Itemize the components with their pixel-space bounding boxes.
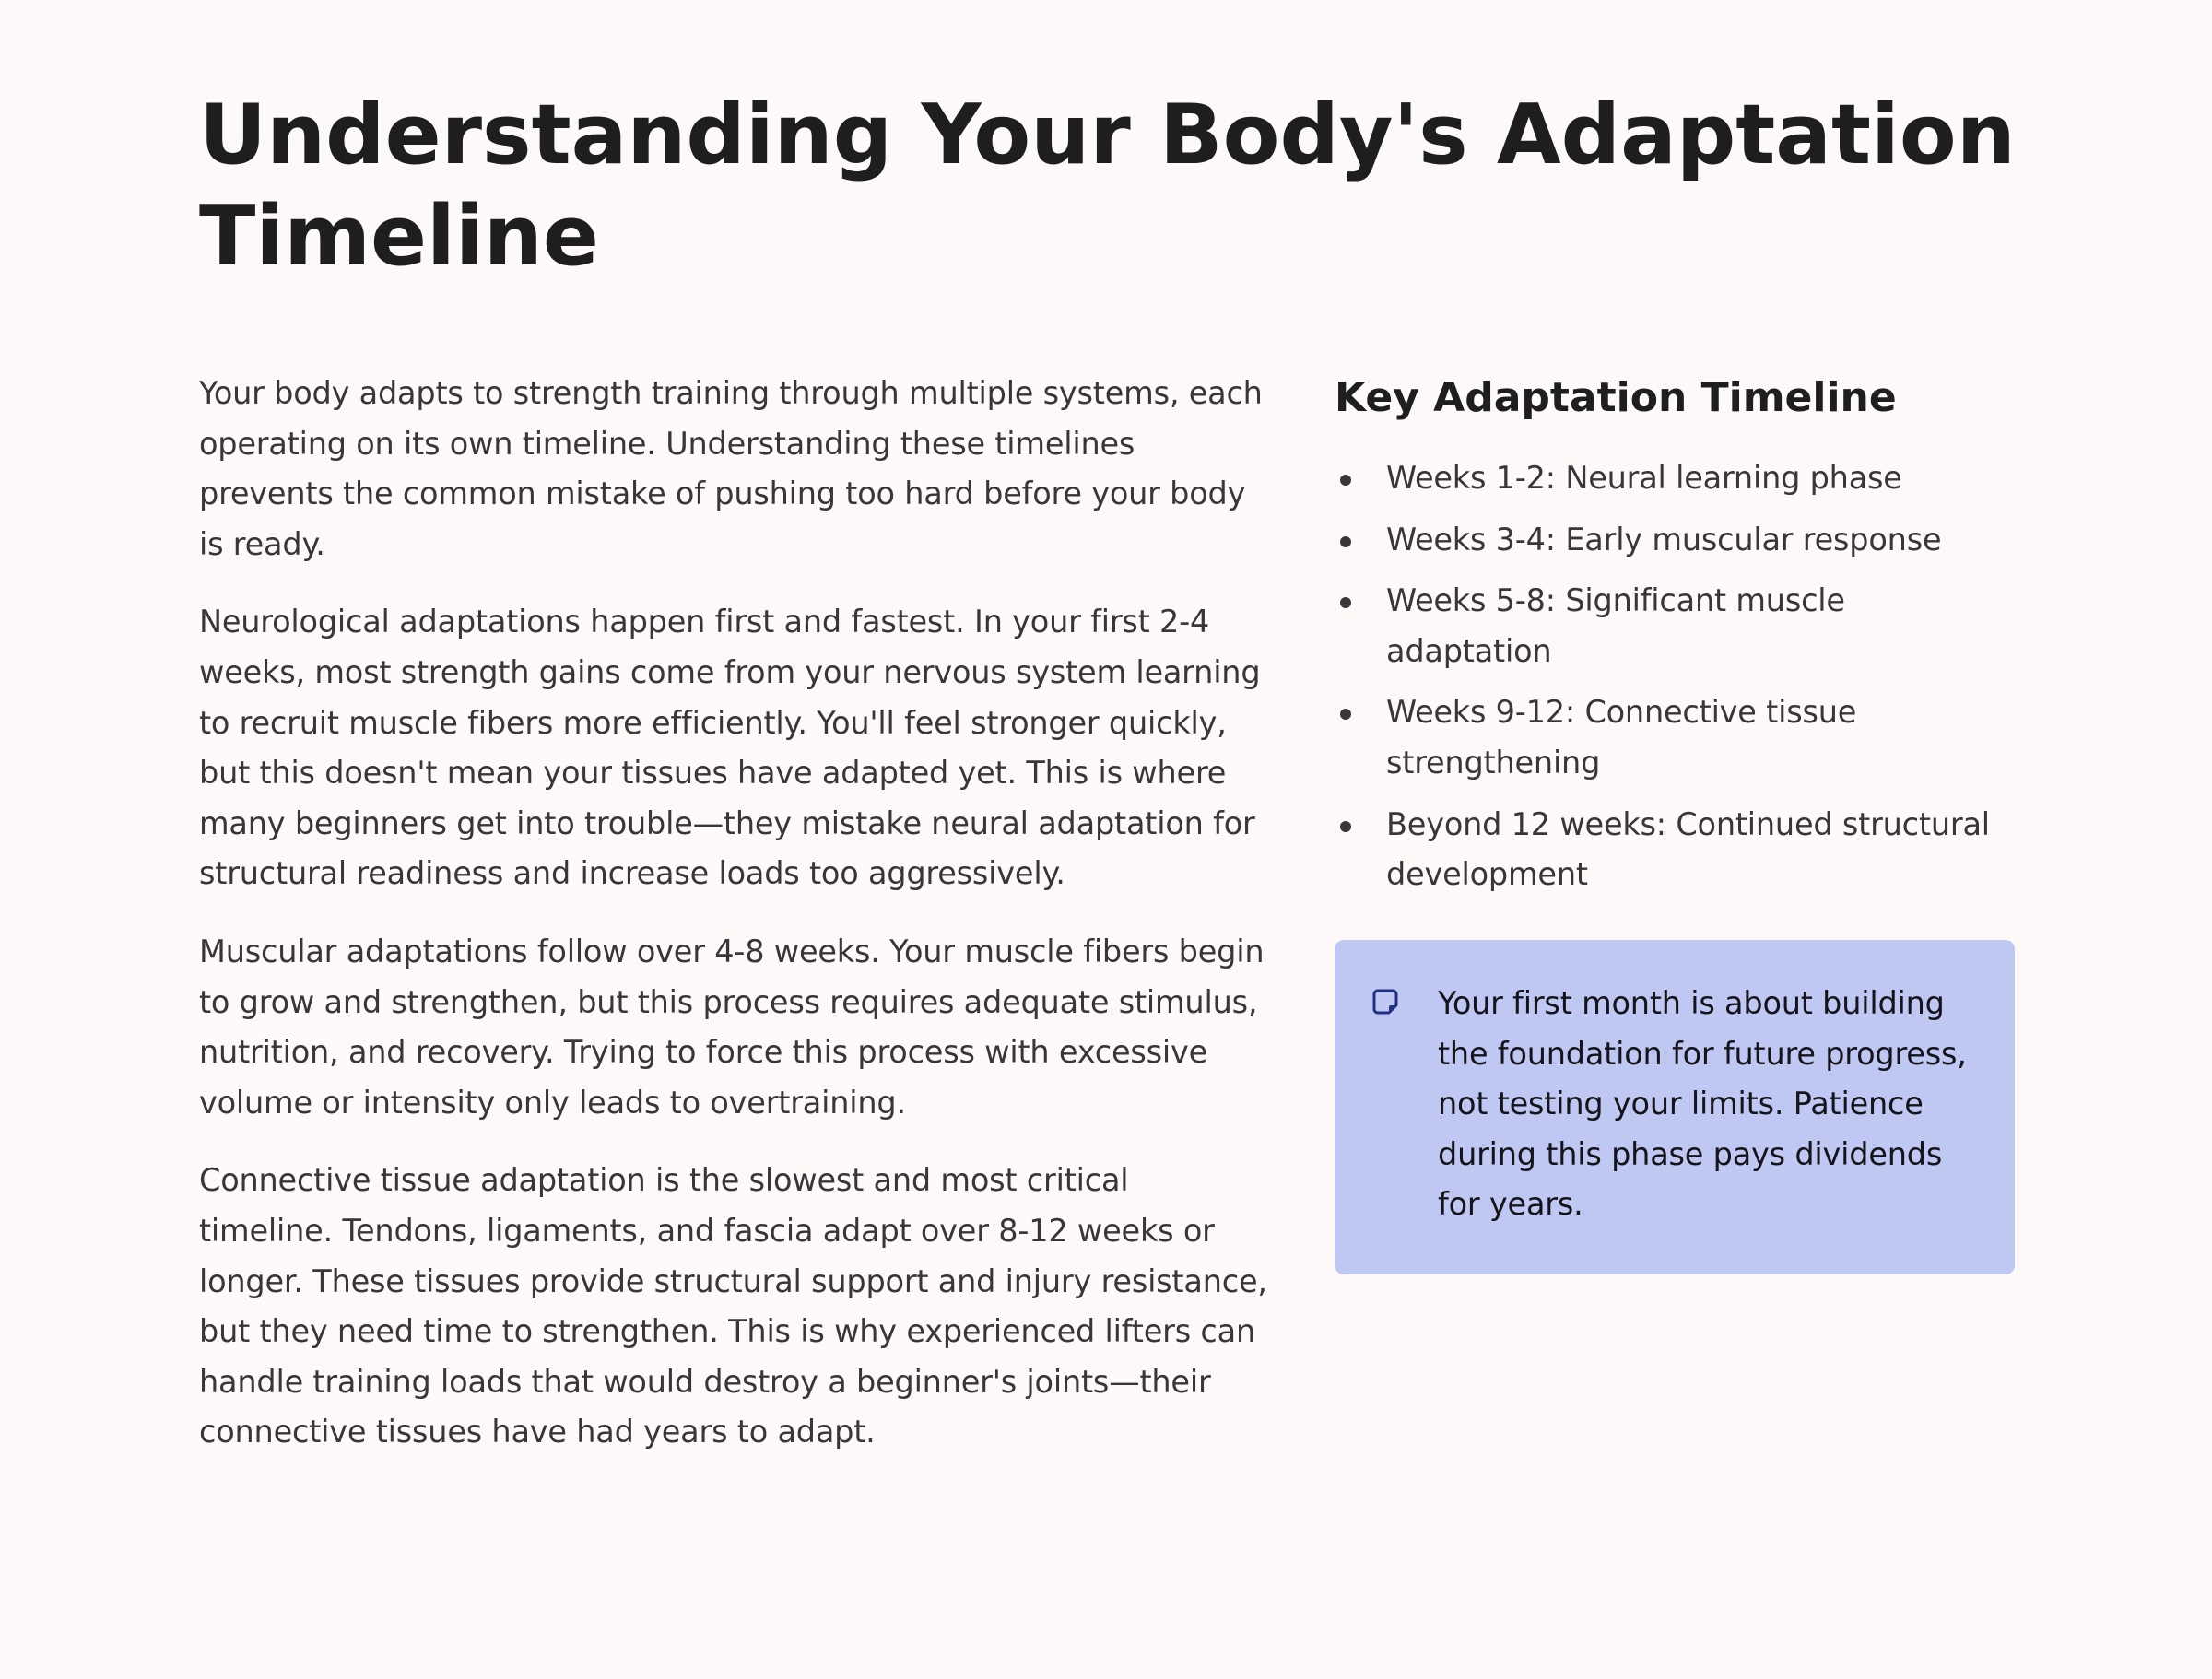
callout-text: Your first month is about building the foundation for future progress, not testing your limits. Patience during this phase pays dividends for years. bbox=[1438, 985, 1967, 1223]
timeline-item bbox=[1335, 453, 2017, 504]
timeline-item bbox=[1335, 576, 2017, 676]
timeline-item-text: Weeks 5-8: Significant muscle adaptation bbox=[1386, 582, 1845, 669]
callout-note bbox=[1335, 940, 2015, 1274]
timeline-item-text: Beyond 12 weeks: Continued structural development bbox=[1386, 805, 1990, 893]
sidebar bbox=[1335, 369, 2017, 911]
muscular-paragraph: Muscular adaptations follow over 4-8 weeks. Your muscle fibers begin to grow and strengthen, but this process requires adequate stimulus, nutrition, and recovery. Trying to force this process with excessive volume or intensity only leads to overtraining. bbox=[199, 933, 1265, 1121]
timeline-item-text: Weeks 1-2: Neural learning phase bbox=[1386, 460, 1902, 496]
timeline-item bbox=[1335, 800, 2017, 900]
intro-paragraph: Your body adapts to strength training through multiple systems, each operating on its own timeline. Understanding these timelines prevents the common mistake of pushing too hard before your body is ready. bbox=[199, 375, 1263, 562]
timeline-list bbox=[1335, 453, 2017, 900]
timeline-item-text: Weeks 9-12: Connective tissue strengthening bbox=[1386, 694, 1857, 781]
connective-tissue-paragraph: Connective tissue adaptation is the slowest and most critical timeline. Tendons, ligaments, and fascia adapt over 8-12 weeks or longer. These tissues provide structural support and injury resistance, but they need time to strengthen. This is why experienced lifters can handle training loads that would destroy a beginner's joints—their connective tissues have had years to adapt. bbox=[199, 1162, 1267, 1450]
bullet-icon bbox=[1340, 536, 1351, 547]
page-title: Understanding Your Body's Adaptation Timeline bbox=[199, 87, 2016, 285]
timeline-item bbox=[1335, 515, 2017, 566]
timeline-item-text: Weeks 3-4: Early muscular response bbox=[1386, 521, 1942, 558]
article-body bbox=[199, 369, 1268, 1485]
bullet-icon bbox=[1340, 475, 1351, 486]
sidebar-heading: Key Adaptation Timeline bbox=[1335, 374, 1897, 421]
neurological-paragraph: Neurological adaptations happen first and fastest. In your first 2-4 weeks, most strength gains come from your nervous system learning to recruit muscle fibers more efficiently. You'll feel stronger quickly, but this doesn't mean your tissues have adapted yet. This is where many beginners get into trouble—they mistake neural adaptation for structural readiness and increase loads too aggressively. bbox=[199, 604, 1261, 892]
bullet-icon bbox=[1340, 597, 1351, 608]
note-icon bbox=[1371, 988, 1399, 1016]
bullet-icon bbox=[1340, 821, 1351, 832]
bullet-icon bbox=[1340, 709, 1351, 720]
timeline-item bbox=[1335, 687, 2017, 788]
